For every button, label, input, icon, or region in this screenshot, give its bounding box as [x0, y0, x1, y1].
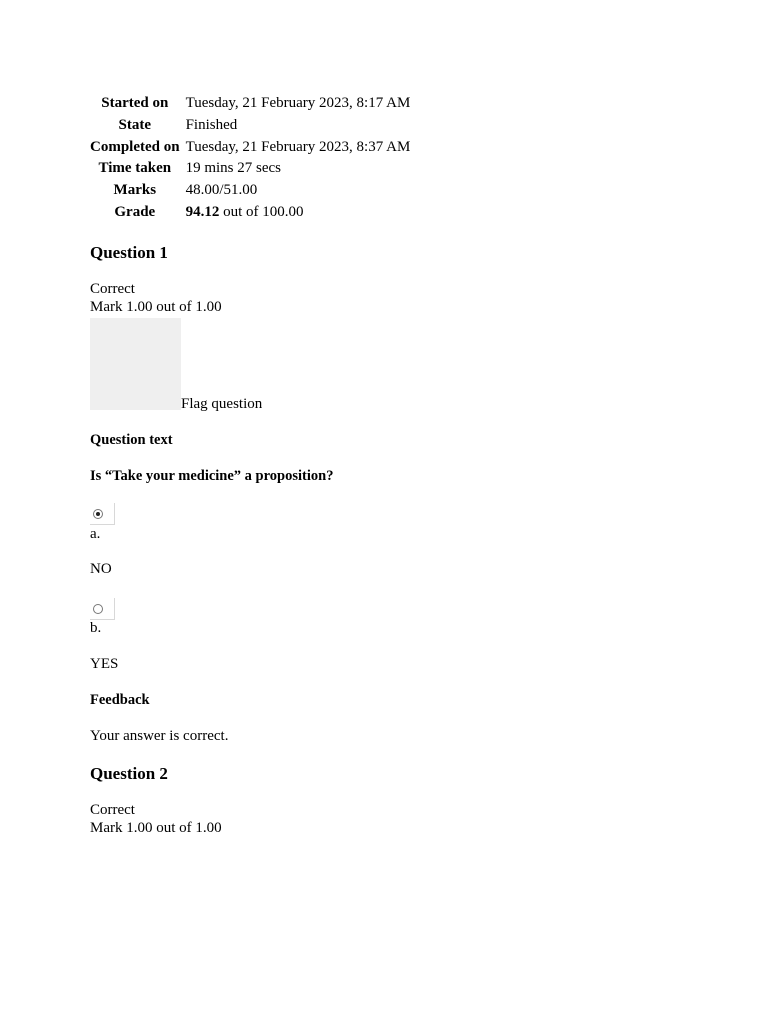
summary-row-state — [90, 115, 410, 137]
state-value: Finished — [185, 116, 238, 133]
summary-row-grade — [90, 202, 410, 224]
option-b-letter: b. — [90, 620, 102, 636]
grade-value: 94.12 — [185, 203, 220, 220]
marks-value: 48.00/51.00 — [185, 182, 258, 199]
completed-value: Tuesday, 21 February 2023, 8:37 AM — [185, 138, 411, 155]
option-b-radio[interactable] — [90, 598, 115, 620]
option-a-answer: NO — [90, 561, 112, 577]
question-1-heading: Question 1 — [90, 243, 168, 262]
radio-selected-icon — [93, 509, 103, 519]
time-taken-value: 19 mins 27 secs — [185, 160, 282, 177]
marks-label: Marks — [113, 182, 157, 199]
option-b-answer: YES — [90, 656, 119, 672]
question-2-mark: Mark 1.00 out of 1.00 — [90, 820, 222, 836]
grade-value-cell — [183, 202, 411, 224]
feedback-heading: Feedback — [90, 692, 150, 708]
option-a-letter: a. — [90, 526, 101, 542]
question-1-mark: Mark 1.00 out of 1.00 — [90, 299, 222, 315]
question-2-heading: Question 2 — [90, 764, 168, 783]
started-value: Tuesday, 21 February 2023, 8:17 AM — [185, 95, 411, 111]
flag-icon[interactable] — [90, 318, 181, 410]
started-label: Started on — [101, 95, 169, 111]
attempt-summary-table — [90, 93, 410, 224]
grade-suffix: out of 100.00 — [219, 203, 304, 220]
question-2-status: Correct — [90, 802, 135, 818]
time-taken-label: Time taken — [98, 160, 172, 177]
summary-row-started — [90, 93, 410, 115]
summary-row-completed — [90, 137, 410, 159]
flag-question-link[interactable]: Flag question — [181, 396, 263, 412]
completed-label: Completed on — [90, 138, 180, 155]
grade-label: Grade — [114, 203, 156, 220]
question-text-heading: Question text — [90, 432, 173, 448]
option-a-radio[interactable] — [90, 503, 115, 525]
summary-row-time-taken — [90, 158, 410, 180]
question-1-text: Is “Take your medicine” a proposition? — [90, 468, 334, 484]
state-label: State — [118, 116, 152, 133]
summary-row-marks — [90, 180, 410, 202]
question-1-status: Correct — [90, 281, 135, 297]
feedback-text: Your answer is correct. — [90, 728, 229, 744]
radio-unselected-icon — [93, 604, 103, 614]
